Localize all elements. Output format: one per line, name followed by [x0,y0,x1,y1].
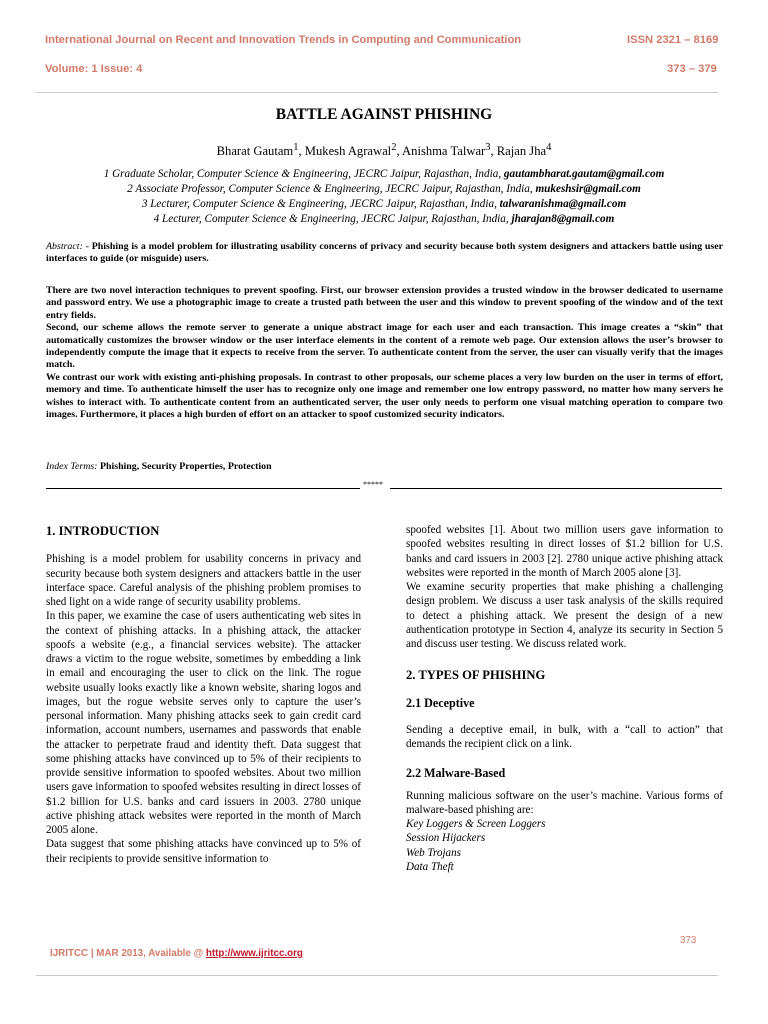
right-column [406,523,723,874]
page-range: 373 – 379 [667,63,717,75]
author-sup: 3 [485,142,491,153]
author-email[interactable]: talwaranishma@gmail.com [499,198,627,210]
paragraph: Running malicious software on the user’s machine. Various forms of malware-based phishing are: [406,789,723,816]
section-heading: 1. INTRODUCTION [46,524,160,538]
abstract [46,241,723,266]
paragraph: spoofed websites [1]. About two million users gave information to spoofed websites resulting in direct losses of $1.2 billion for U.S. banks and card issuers in 2003 [2]. 2780 unique active phishing attack websites were reported in the month of March 2005 alone [3]. [406,524,723,579]
affiliation-line: 3 Lecturer, Computer Science & Engineering, JECRC Jaipur, Rajasthan, India, talwaranishma@gmail.com [141,198,627,210]
author-name: Bharat Gautam [216,144,294,159]
footer-rule [36,975,718,976]
separator-line-right [390,488,722,489]
index-terms [46,461,723,473]
paragraph: Phishing is a model problem for usability concerns in privacy and security because both system designers and attackers battle in the user interface space. Careful analysis of the phishing problem promises to shed light on a wide range of security usability problems. [46,553,361,608]
journal-name: International Journal on Recent and Innovation Trends in Computing and Communication [45,34,522,46]
volume-issue: Volume: 1 Issue: 4 [45,63,143,75]
list-item: Data Theft [406,860,454,873]
header-rule [36,92,718,93]
author-email[interactable]: gautambharat.gautam@gmail.com [503,168,665,180]
author-sup: 4 [546,142,552,153]
left-column [46,524,361,866]
footer-link[interactable]: http://www.ijritcc.org [205,948,303,959]
abstract-body [46,285,723,421]
abstract-text: Phishing is a model problem for illustrating usability concerns of privacy and security because both system designers and attackers battle using user interfaces to guide (or misguide) users. [46,241,723,265]
abstract-label: Abstract: - [46,241,92,252]
author-sup: 2 [391,142,397,153]
list-item: Key Loggers & Screen Loggers [406,818,546,830]
paragraph: We examine security properties that make phishing a challenging design problem. We discuss a user task analysis of the skills required to detect a phishing attack. We present the design of a new authentication prototype in Section 4, analyze its security in Section 5 and discuss user testing. We discuss related work. [406,581,723,650]
author-email[interactable]: mukeshsir@gmail.com [535,183,641,195]
abstract-paragraph: We contrast our work with existing anti-phishing proposals. In contrast to other proposals, our scheme places a very low burden on the user in terms of effort, memory and time. To authenticate himself the user has to recognize only one image and remember one low entropy password, no matter how many servers he wishes to interact with. To authenticate content from an authenticated server, the user only needs to perform one visual matching operation to compare two images. Furthermore, it places a high burden of effort on an attacker to spoof customized security indicators. [46,371,723,421]
author-name: Rajan Jha [496,144,547,159]
abstract-paragraph: Second, our scheme allows the remote server to generate a unique abstract image for each user and each transaction. This image creates a “skin” that automatically customizes the browser window or the user interface elements in the content of a remote web page. Our extension allows the user’s browser to independently compute the image that it expects to receive from the server. To authenticate content from the server, the user can visually verify that the images match. [46,322,723,371]
paragraph: In this paper, we examine the case of users authenticating web sites in the context of phishing attacks. In a phishing attack, the attacker spoofs a website (e.g., a financial services website). The attacker draws a victim to the rogue website, sometimes by embedding a link in email and encouraging the user to click on the link. The rogue website usually looks exactly like a known website, sharing logos and images, but the rogue website serves only to capture the user’s personal information. Many phishing attacks seek to gain credit card information, account numbers, usernames and passwords that enable the attacker to perpetrate fraud and identity theft. Data suggest that some phishing attacks have convinced up to 5% of their recipients to provide sensitive information to spoofed websites. About two million users gave information to spoofed websites resulting in direct losses of $1.2 billion for U.S. banks and card issuers in 2003. 2780 unique active phishing attack websites were reported in the month of March 2005 alone. [46,610,361,836]
affiliation-line: 1 Graduate Scholar, Computer Science & Engineering, JECRC Jaipur, Rajasthan, India, gautambharat.gautam@gmail.com [103,168,665,180]
author-name: Mukesh Agrawal [304,144,392,159]
index-terms-text: Phishing, Security Properties, Protection [99,461,272,472]
author-name: Anishma Talwar [402,144,486,159]
affiliations [0,167,768,227]
index-terms-label: Index Terms: [46,461,100,472]
affiliation-line: 4 Lecturer, Computer Science & Engineering, JECRC Jaipur, Rajasthan, India, jharajan8@gmail.com [153,213,615,225]
abstract-paragraph: There are two novel interaction techniques to prevent spoofing. First, our browser extension provides a trusted window in the browser dedicated to username and password entry. We use a photographic image to create a trusted path between the user and this window to prevent spoofing of the window and of the text entry fields. [46,285,723,321]
list-item: Session Hijackers [406,832,486,845]
author-email[interactable]: jharajan8@gmail.com [511,213,615,225]
subsection-heading: 2.1 Deceptive [406,695,475,710]
separator-line-left [46,488,360,489]
author-sup: 1 [293,142,299,153]
page-number: 373 [680,935,697,946]
affiliation-line: 2 Associate Professor, Computer Science & Engineering, JECRC Jaipur, Rajasthan, India, mukeshsir@gmail.com [127,183,641,195]
author-list: Bharat Gautam$^1$, Mukesh Agrawal$^2$, Anishma Talwar$^3$, Rajan Jha$^4$ [216,142,552,159]
issn: ISSN 2321 – 8169 [627,34,719,46]
subsection-heading: 2.2 Malware-Based [406,766,506,781]
separator-mark: ***** [363,480,383,489]
paragraph: Sending a deceptive email, in bulk, with a “call to action” that demands the recipient click on a link. [406,723,723,750]
paragraph: Data suggest that some phishing attacks have convinced up to 5% of their recipients to provide sensitive information to [46,838,361,865]
section-heading: 2. TYPES OF PHISHING [406,668,546,683]
paper-title: BATTLE AGAINST PHISHING [275,106,493,123]
footer-text: IJRITCC | MAR 2013, Available @ http://www.ijritcc.org [50,948,303,959]
list-item: Web Trojans [406,846,461,859]
